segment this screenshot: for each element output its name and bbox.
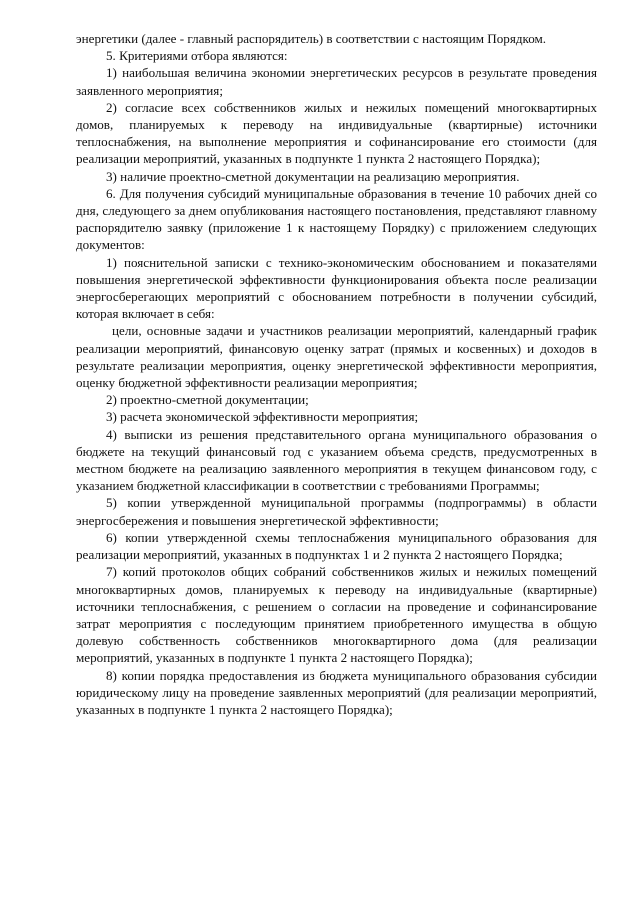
paragraph-document-4: 4) выписки из решения представительного органа муниципального образования о бюджете на текущий финансовый год с указанием объема средств, предусмотренных в местном бюджете на реализацию заявленного мероприятия в текущем финансовом году, с указанием бюджетной классификации в соответствии с требованиями Программы; [76,426,597,494]
paragraph-item-6: 6. Для получения субсидий муниципальные образования в течение 10 рабочих дней со дня, следующего за днем опубликования настоящего постановления, представляют главному распорядителю заявку (приложение 1 к настоящему Порядку) с приложением следующих документов: [76,185,597,253]
paragraph-document-5: 5) копии утвержденной муниципальной программы (подпрограммы) в области энергосбережения и повышения энергетической эффективности; [76,495,597,528]
paragraph-continuation: энергетики (далее - главный распорядитель) в соответствии с настоящим Порядком. [76,31,547,46]
paragraph-document-1-contents: цели, основные задачи и участников реализации мероприятий, календарный график реализации мероприятий, финансовую оценку затрат (прямых и косвенных) и доходов в результате реализации мероприятия, оценку энергетической эффективности мероприятия, оценку бюджетной эффективности реализации мероприятия; [76,323,597,391]
paragraph-document-1: 1) пояснительной записки с технико-экономическим обоснованием и показателями повышения энергетической эффективности функционирования объекта после реализации энергосберегающих мероприятий с обоснованием потребности в получении субсидий, которая включает в себя: [76,254,597,322]
paragraph-criterion-2: 2) согласие всех собственников жилых и нежилых помещений многоквартирных домов, планируемых к переводу на индивидуальные (квартирные) источники теплоснабжения, на выполнение мероприятия и софинансирование его стоимости (для реализации мероприятий, указанных в подпункте 1 пункта 2 настоящего Порядка); [76,99,597,167]
paragraph-document-7: 7) копий протоколов общих собраний собственников жилых и нежилых помещений многоквартирных домов, планируемых к переводу на индивидуальные (квартирные) источники теплоснабжения, с решением о согласии на проведение и софинансирование затрат мероприятия с последующим принятием приобретенного имущества в общую долевую собственность собственников многоквартирного дома (для реализации мероприятий, указанных в подпункте 1 пункта 2 настоящего Порядка); [76,564,597,666]
paragraph-document-3: 3) расчета экономической эффективности мероприятия; [106,409,419,425]
paragraph-criterion-3: 3) наличие проектно-сметной документации на реализацию мероприятия. [106,168,520,184]
paragraph-criterion-1: 1) наибольшая величина экономии энергетических ресурсов в результате проведения заявленного мероприятия; [76,65,597,98]
paragraph-document-8: 8) копии порядка предоставления из бюджета муниципального образования субсидии юридическому лицу на проведение заявленных мероприятий (для реализации мероприятий, указанных в подпункте 1 пункта 2 настоящего Порядка); [76,667,597,717]
paragraph-item-5: 5. Критериями отбора являются: [106,48,288,64]
paragraph-document-2: 2) проектно-сметной документации; [106,392,309,408]
paragraph-document-6: 6) копии утвержденной схемы теплоснабжения муниципального образования для реализации мероприятий, указанных в подпунктах 1 и 2 пункта 2 настоящего Порядка; [76,529,597,563]
document-page [76,30,597,718]
